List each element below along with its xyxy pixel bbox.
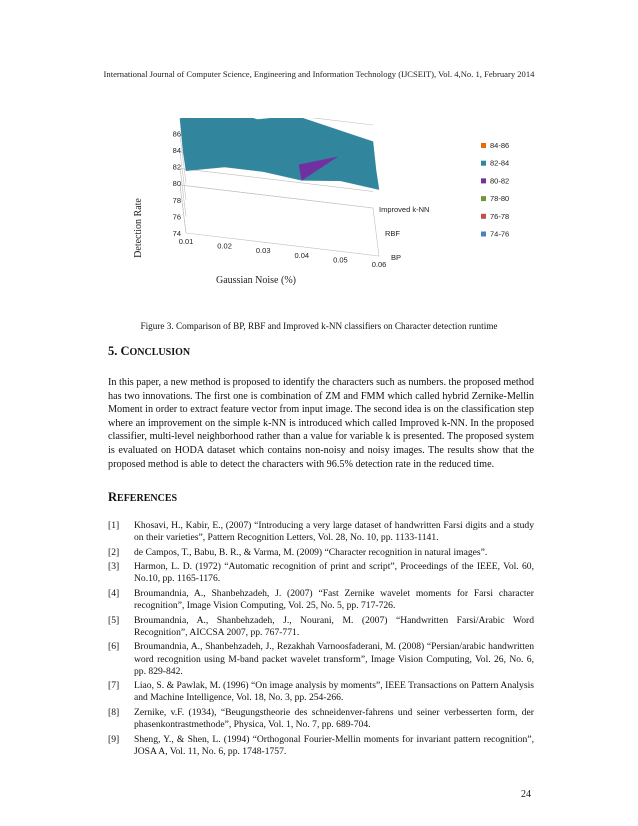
x-tick-label: 0.06 [371,260,387,269]
legend-swatch [481,178,486,183]
references-title-initial: R [108,490,118,504]
figure-caption: Figure 3. Comparison of BP, RBF and Improved k-NN classifiers on Character detection runtime [140,321,498,331]
reference-item [108,547,534,559]
series-tick-label: BP [391,253,402,262]
reference-text: Broumandnia, A., Shanbehzadeh, J., Rezakhah Varnoosfaderani, M. (2008) “Persian/arabic handwritten word recognition using M-band packet wavelet transform”, Image Vision Computing, Vol. 26, No. 6, pp. 829-842. [134,641,534,677]
chart-series-ticks [379,205,429,262]
reference-number: [2] [108,546,120,558]
section-title-rest: ONCLUSION [129,347,191,358]
series-tick-label: RBF [385,229,400,238]
reference-item [108,707,534,731]
y-tick-label: 76 [172,212,181,222]
chart-legend [481,141,509,239]
reference-text: Liao, S. & Pawlak, M. (1996) “On image analysis by moments”, IEEE Transactions on Pattern Analysis and Machine Intelligence, Vol. 18, No. 3, pp. 254-266. [134,680,534,704]
reference-number: [4] [108,587,120,599]
y-tick-label: 78 [172,195,181,205]
reference-text: de Campos, T., Babu, B. R., & Varma, M. (2009) “Character recognition in natural images”. [134,546,488,558]
legend-label: 82-84 [490,158,510,168]
chart-x-axis-label: Gaussian Noise (%) [216,275,296,286]
section-title-initial: C [120,344,130,358]
reference-text: Sheng, Y., & Shen, L. (1994) “Orthogonal Fourier-Mellin moments for invariant pattern recognition”, JOSA A, Vol. 11, No. 6, pp. 1748-1757. [134,733,534,757]
y-tick-label: 86 [172,129,181,139]
journal-header: International Journal of Computer Science, Engineering and Information Technology (IJCSEIT), Vol. 4,No. 1, February 2014 [103,69,535,79]
reference-text: Zernike, v.F. (1934), “Beugungstheorie des schneidenver-fahrens und seiner verbesserten form, der phasenkontrastmethode”, Physica, Vol. 1, No. 7, pp. 689-704. [134,706,534,731]
reference-number: [7] [108,680,120,692]
legend-label: 76-78 [490,211,510,221]
y-tick-label: 84 [172,146,181,155]
reference-number: [6] [108,641,120,653]
chart-y-axis-label: Detection Rate [133,198,144,258]
legend-swatch [481,214,486,219]
legend-label: 78-80 [490,194,510,204]
y-tick-label: 80 [172,179,181,189]
reference-item [108,588,534,612]
reference-number: [8] [108,706,120,718]
x-tick-label: 0.05 [333,255,348,265]
chart-y-ticks [173,129,181,238]
series-tick-label: Improved k-NN [379,205,430,214]
reference-item [108,734,534,758]
references-title-rest: EFERENCES [117,493,178,504]
x-tick-label: 0.04 [294,250,310,260]
y-tick-label: 82 [172,162,181,172]
legend-swatch [481,161,486,166]
reference-number: [3] [108,561,120,573]
chart-surface [180,118,379,190]
reference-item [108,615,534,639]
reference-number: [5] [108,614,120,626]
reference-number: [1] [108,520,120,531]
section-number: 5. [108,344,118,358]
reference-item [108,641,534,678]
legend-swatch [481,232,486,237]
x-tick-label: 0.01 [178,237,194,246]
legend-label: 74-76 [490,229,510,239]
legend-swatch [481,143,486,148]
legend-swatch [481,196,486,201]
legend-label: 84-86 [490,141,510,150]
page-number: 24 [521,789,531,800]
conclusion-paragraph: In this paper, a new method is proposed to identify the characters such as numbers. the proposed method has two innovations. The first one is combination of ZM and FMM which called hybrid Zernike-Mellin Moment in order to extract feature vector from input image. The second idea is on the classification step where an improvement on the simple k-NN is introduced which called Improved k-NN. In the proposed classifier, multi-level neighborhood rather than a value for variable k is presented. The proposed system is evaluated on HODA dataset which contains non-noisy and noisy images. The results show that the proposed method is able to detect the characters with 96.5% detection rate in the reduced time. [108,377,534,470]
legend-label: 80-82 [490,176,510,186]
surface-chart-svg [128,118,528,293]
chart-floor [180,185,379,256]
references-heading [108,490,177,505]
gridline [180,185,373,233]
reference-item [108,680,534,704]
reference-item [108,520,534,544]
section-heading [108,344,190,359]
x-tick-label: 0.02 [217,241,232,251]
y-tick-label: 74 [172,229,181,238]
x-tick-label: 0.03 [255,246,271,256]
references-list [108,520,534,760]
reference-text: Harmon, L. D. (1972) “Automatic recognition of print and script”, Proceedings of the IEEE, Vol. 60, No.10, pp. 1165-1176. [134,561,534,585]
reference-item [108,561,534,585]
reference-text: Broumandnia, A., Shanbehzadeh, J. (2007) “Fast Zernike wavelet moments for Farsi character recognition”, Image Vision Computing, Vol. 25, No. 5, pp. 717-726. [134,587,534,612]
reference-number: [9] [108,733,120,745]
reference-text: Broumandnia, A., Shanbehzadeh, J., Nourani, M. (2007) “Handwritten Farsi/Arabic Word Recognition”, AICCSA 2007, pp. 767-771. [134,614,534,638]
surface-chart [128,118,528,293]
reference-text: Khosavi, H., Kabir, E., (2007) “Introducing a very large dataset of handwritten Farsi digits and a study on their varieties”, Pattern Recognition Letters, Vol. 28, No. 10, pp. 1133-1141. [134,520,534,544]
